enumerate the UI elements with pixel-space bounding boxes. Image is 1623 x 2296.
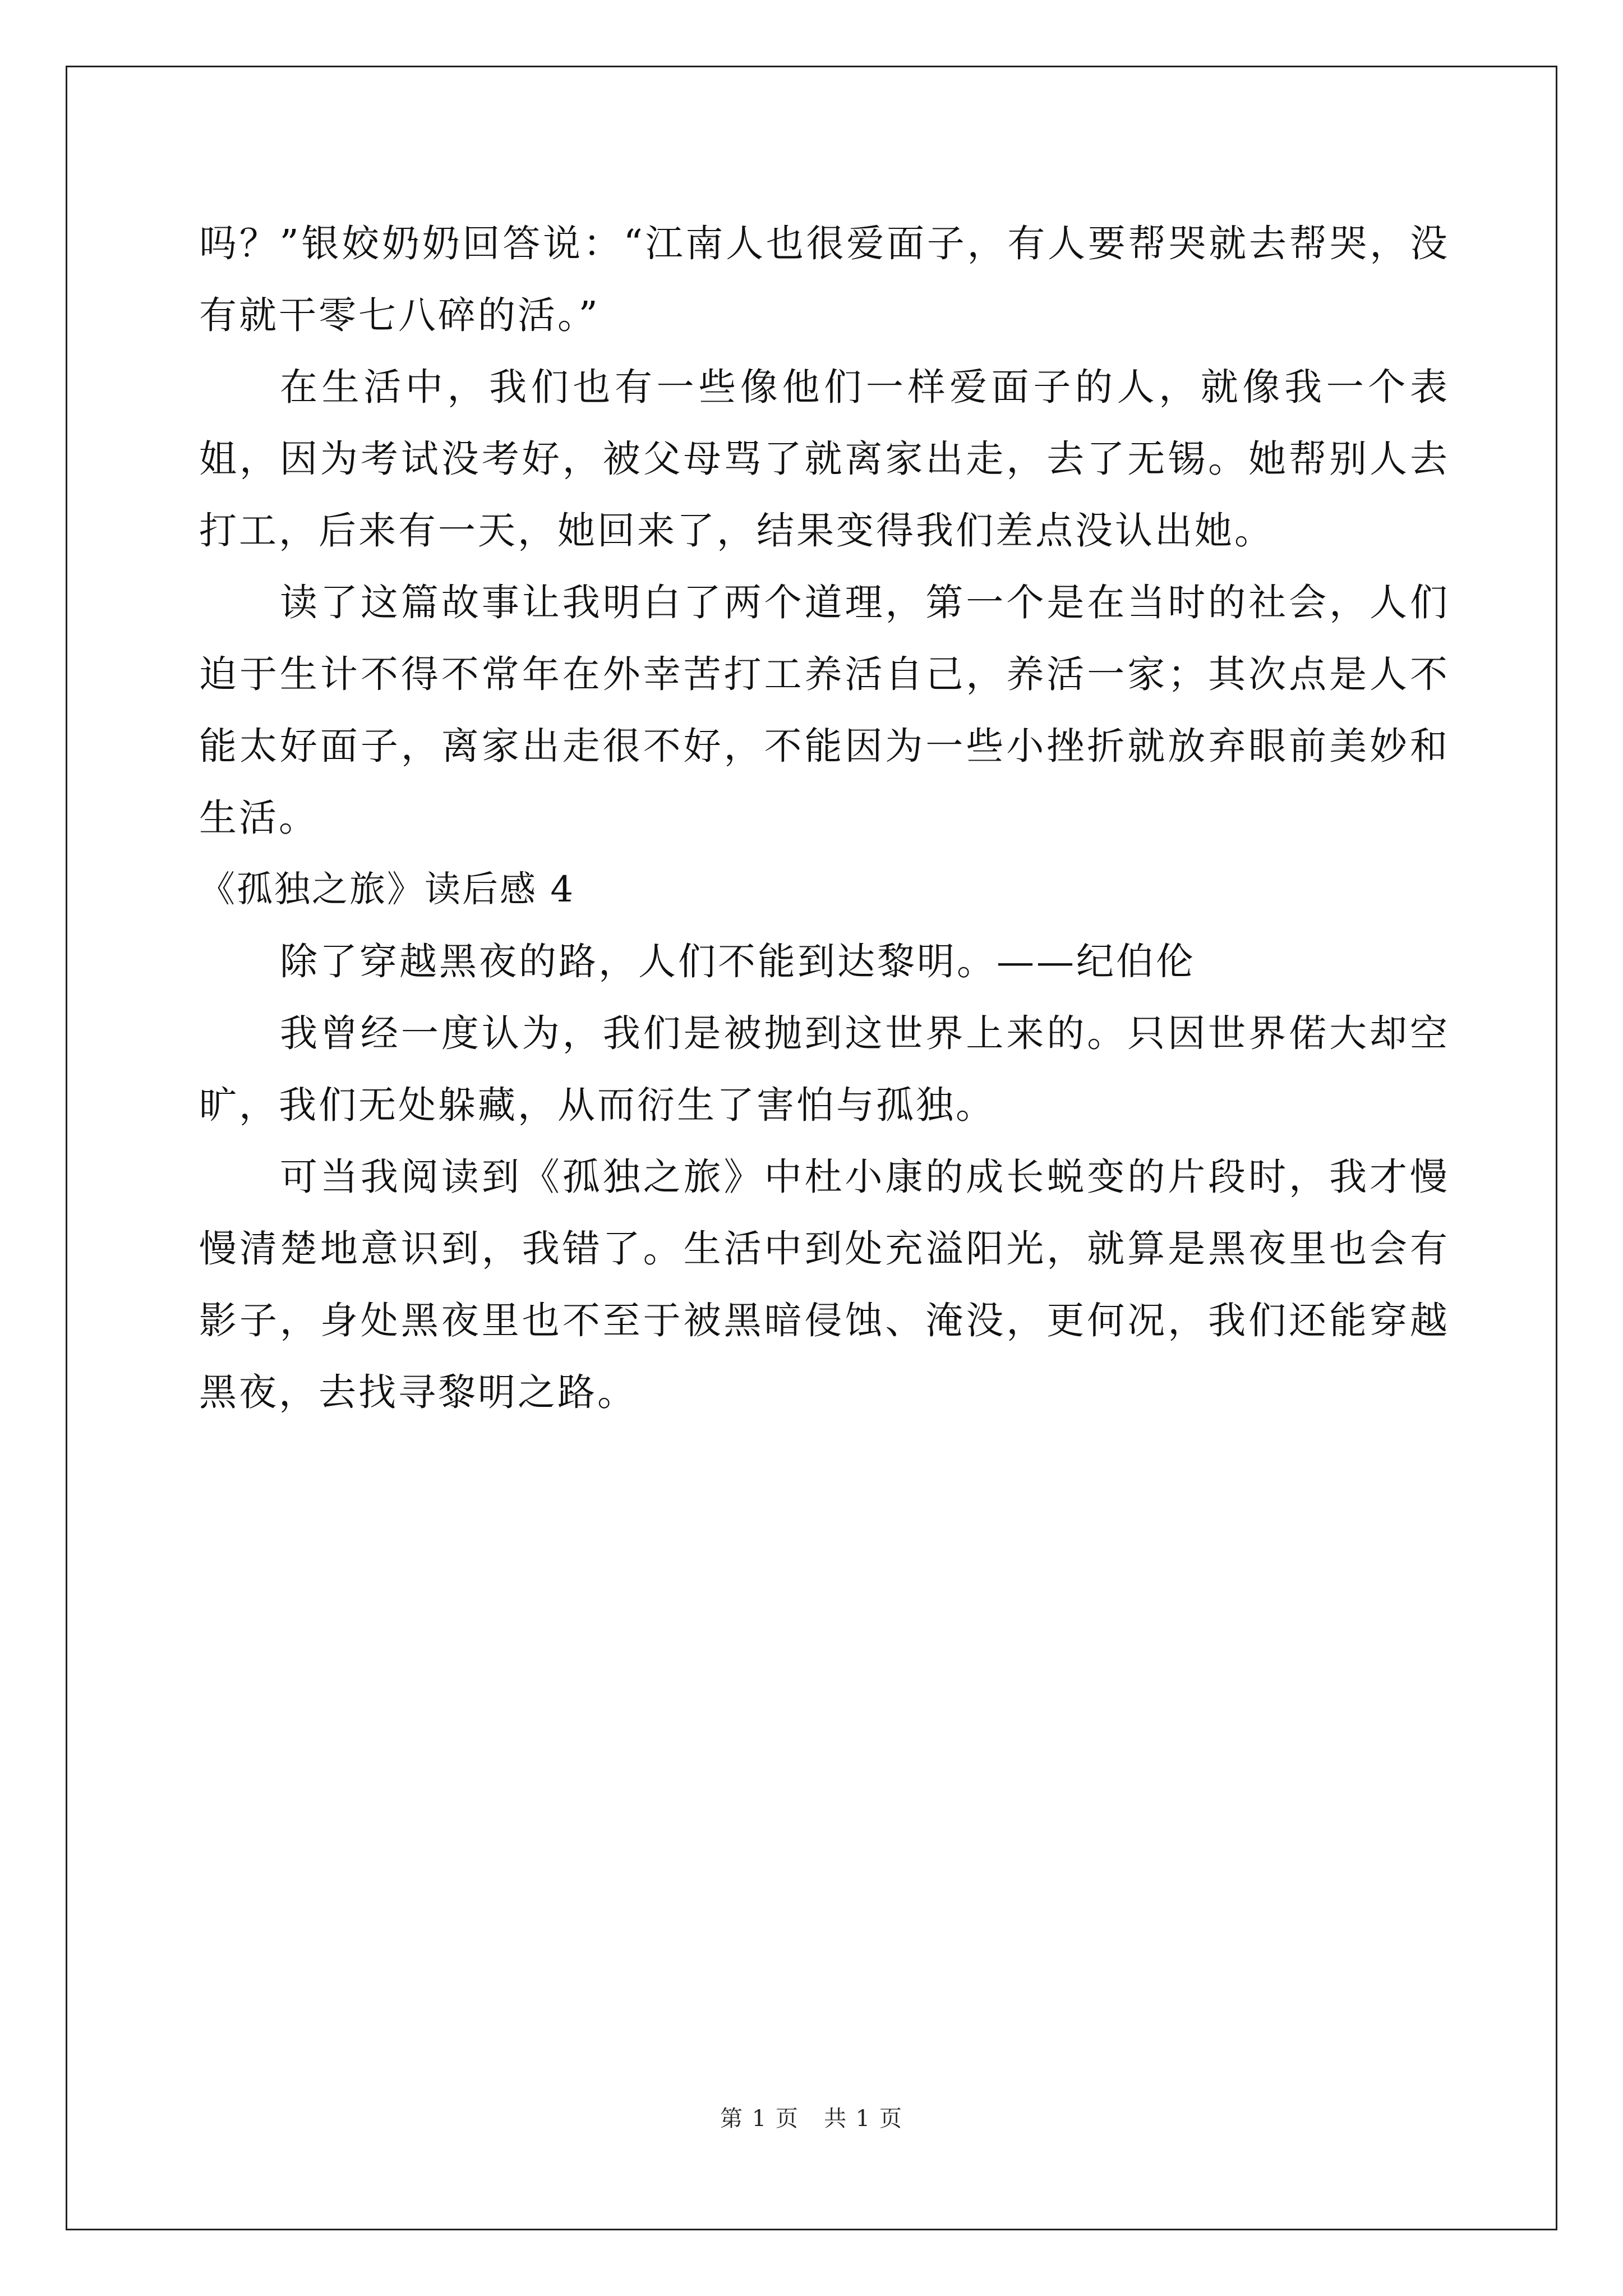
page-number: 第 1 页: [720, 2106, 799, 2132]
document-body: [199, 208, 1450, 1428]
paragraph: 吗？”银姣奶奶回答说：“江南人也很爱面子，有人要帮哭就去帮哭，没有就干零七八碎的活。”: [199, 222, 1450, 337]
paragraph: 可当我阅读到《孤独之旅》中杜小康的成长蜕变的片段时，我才慢慢清楚地意识到，我错了。生活中到处充溢阳光，就算是黑夜里也会有影子，身处黑夜里也不至于被黑暗侵蚀、淹没，更何况，我们还能穿越黑夜，去找寻黎明之路。: [199, 1155, 1450, 1414]
page-footer: [0, 2101, 1623, 2133]
paragraph: 读了这篇故事让我明白了两个道理，第一个是在当时的社会，人们迫于生计不得不常年在外幸苦打工养活自己，养活一家；其次点是人不能太好面子，离家出走很不好，不能因为一些小挫折就放弃眼前美妙和生活。: [199, 581, 1450, 840]
paragraph: 我曾经一度认为，我们是被抛到这世界上来的。只因世界偌大却空旷，我们无处躲藏，从而衍生了害怕与孤独。: [199, 1011, 1450, 1127]
page-total: 共 1 页: [824, 2106, 903, 2132]
paragraph: 除了穿越黑夜的路，人们不能到达黎明。——纪伯伦: [280, 940, 1196, 983]
paragraph: 在生活中，我们也有一些像他们一样爱面子的人，就像我一个表姐，因为考试没考好，被父母骂了就离家出走，去了无锡。她帮别人去打工，后来有一天，她回来了，结果变得我们差点没认出她。: [199, 365, 1450, 553]
section-heading: 《孤独之旅》读后感 4: [199, 869, 575, 910]
